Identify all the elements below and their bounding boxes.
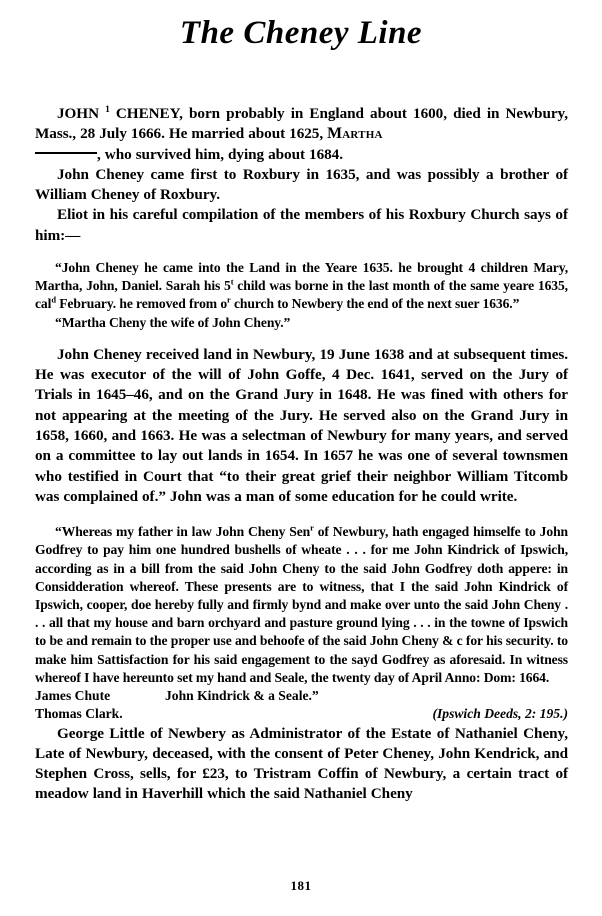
- quote-eliot-record: [35, 259, 568, 314]
- signer-name-john-kindrick: John Kindrick & a Seale.”: [165, 688, 319, 704]
- quote-ipswich-deed: [35, 523, 568, 687]
- paragraph-george-little-estate: George Little of Newbery as Administrator of the Estate of Nathaniel Cheny, Late of Newbury, deceased, with the consent of Peter Cheney, John Kendrick, and Stephen Cross, sells, for £23, to Tristram Coffin of Newbury, a certain tract of meadow land in Haverhill which the said Nathaniel Cheny: [35, 724, 568, 803]
- spacer: [35, 246, 568, 259]
- text-run: church to Newbery the end of the next suer 1636.”: [230, 296, 520, 312]
- abbrev-superscript: d: [51, 294, 56, 305]
- abbrev-superscript: r: [227, 294, 231, 305]
- senior-superscript: r: [310, 522, 314, 533]
- paragraph-roxbury: John Cheney came first to Roxbury in 1635, and was possibly a brother of William Cheney of Roxbury.: [35, 165, 568, 204]
- text-run: CHENEY, born probably in England about 1600, died in Newbury, Mass., 28 July 1666. He married about 1625,: [35, 105, 568, 143]
- text-run: “John Cheney he came into the Land in the Yeare 1635. he brought 4 children Mary, Martha, John, Daniel. Sarah his 5: [35, 260, 568, 294]
- page-title: The Cheney Line: [179, 15, 423, 51]
- text-run: JOHN: [57, 105, 106, 122]
- text-run: , who survived him, dying about 1684.: [97, 145, 343, 163]
- text-run: February. he removed from o: [55, 296, 228, 312]
- ordinal-superscript: t: [230, 276, 234, 287]
- spacer: [35, 507, 568, 523]
- spacer: [35, 332, 568, 345]
- paragraph-john-cheney-birth: [35, 104, 568, 165]
- source-citation: (Ipswich Deeds, 2: 195.): [432, 706, 568, 722]
- paragraph-eliot-intro: Eliot in his careful compilation of the members of his Roxbury Church says of him:—: [35, 206, 568, 244]
- witness-name-james-chute: James Chute: [35, 688, 111, 704]
- signature-row-1: [35, 687, 568, 705]
- paragraph-newbury-land-and-service: John Cheney received land in Newbury, 19 June 1638 and at subsequent times. He was executor of the will of John Goffe, 4 Dec. 1641, served on the Jury of Trials in 1645–46, and on the Grand Jury in 1648. He was fined with others for not appearing at the meeting of the Jury. He served also on the Grand Jury in 1658, 1660, and 1663. He was a selectman of Newbury for many years, and served on a committee to lay out lands in 1654. In 1657 he was one of several townsmen who testified in Court that “to their great grief their neighbor William Titcomb was complained of.” John was a man of some education for he could write.: [35, 345, 568, 505]
- quote-martha-cheny: “Martha Cheny the wife of John Cheny.”: [55, 314, 291, 330]
- page-number: 181: [290, 878, 312, 893]
- blank-surname-rule: [35, 152, 97, 154]
- text-run: “Whereas my father in law John Cheny Sen: [55, 524, 311, 540]
- generation-superscript: 1: [105, 104, 110, 115]
- signature-row-2: [35, 705, 568, 723]
- spouse-name: Martha: [327, 125, 383, 143]
- text-run: child was borne in the last month of the same yeare 1635, cal: [35, 278, 568, 312]
- text-run: of Newbury, hath engaged himselfe to John Godfrey to pay him one hundred bushells of wheate . . . for me John Kindrick of Ipswich, according as in a bill from the said John Cheny to the said John Godfrey doth appere: in Considderation whereof. These presents are to witness, that I the said John Kindrick of Ipswich, cooper, doe hereby fully and firmly bynd and make over unto the said John Cheny . . . all that my house and barn orchyard and pasture ground lying . . . in the towne of Ipswich to be and remain to the proper use and behoofe of the said John Cheny & c for his security. to make him Sattisfaction for his said engagement to the sayd Godfrey as aforesaid. In witness whereof I have hereunto set my hand and Seale, the twenty day of April Anno: Dom: 1664.: [35, 524, 568, 685]
- witness-name-thomas-clark: Thomas Clark.: [35, 706, 123, 722]
- body-column: [35, 104, 568, 805]
